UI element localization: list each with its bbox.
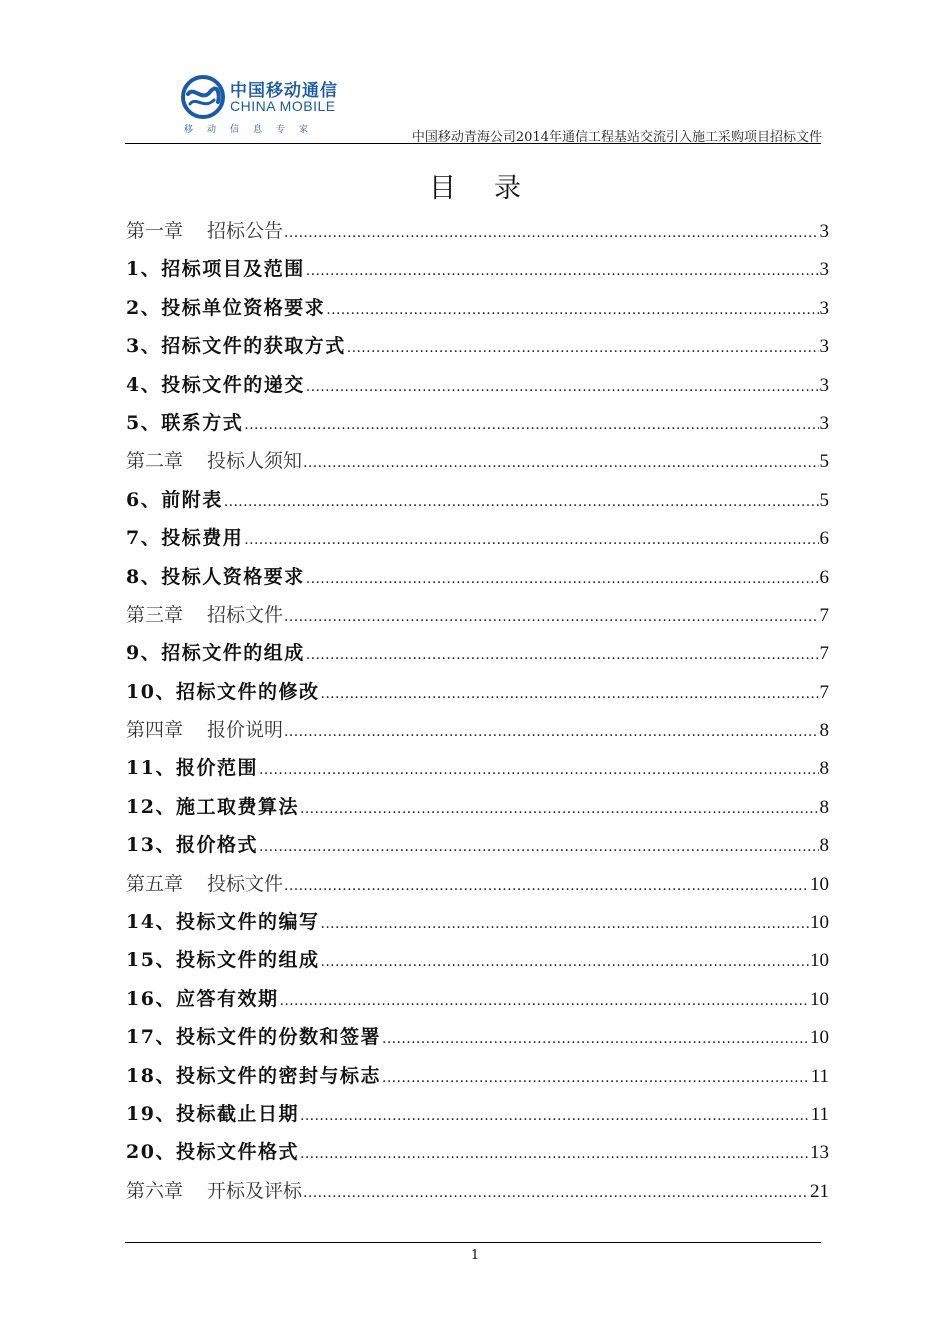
toc-entry-label [126, 1018, 381, 1056]
logo-name-cn: 中国移动通信 [230, 81, 338, 101]
toc-entry-number: 第五章 [126, 872, 184, 895]
toc-entry-page: 10 [810, 912, 829, 934]
toc-section-entry[interactable] [126, 1057, 829, 1095]
toc-entry-label [126, 404, 243, 442]
toc-entry-number: 12、 [126, 795, 176, 818]
toc-dot-leader [259, 751, 819, 789]
toc-entry-title: 投标单位资格要求 [161, 296, 326, 319]
toc-entry-number: 第六章 [126, 1179, 184, 1202]
toc-section-entry[interactable] [126, 1018, 829, 1056]
toc-entry-label [126, 327, 346, 365]
header-divider [125, 143, 821, 144]
toc-entry-label [126, 903, 319, 941]
toc-entry-title: 报价范围 [175, 757, 258, 780]
toc-entry-number: 15、 [126, 949, 176, 972]
toc-entry-title: 投标截止日期 [175, 1102, 299, 1125]
toc-dot-leader [284, 214, 818, 252]
toc-entry-page: 6 [819, 566, 829, 588]
toc-section-entry[interactable] [126, 366, 829, 404]
toc-dot-leader [306, 636, 819, 674]
logo-name-en: CHINA MOBILE [230, 98, 336, 114]
toc-entry-page: 7 [819, 681, 829, 703]
toc-section-entry[interactable] [126, 634, 829, 672]
toc-dot-leader [300, 1135, 809, 1173]
toc-entry-label [126, 941, 319, 979]
toc-entry-page: 8 [819, 796, 829, 818]
toc-chapter-entry[interactable] [126, 1172, 829, 1210]
toc-entry-page: 7 [819, 643, 829, 665]
toc-dot-leader [284, 867, 809, 905]
toc-dot-leader [306, 560, 819, 598]
toc-entry-title: 招标文件的修改 [175, 680, 320, 703]
toc-entry-title: 招标项目及范围 [161, 258, 305, 281]
toc-entry-label [126, 749, 258, 787]
toc-chapter-entry[interactable] [126, 442, 829, 480]
toc-entry-title: 前附表 [161, 488, 223, 511]
toc-entry-label [126, 519, 243, 557]
toc-entry-page: 11 [810, 1103, 829, 1125]
toc-entry-page: 8 [819, 720, 829, 742]
toc-entry-label [126, 826, 258, 864]
page-number: 1 [470, 1248, 480, 1263]
toc-entry-label [126, 673, 319, 711]
toc-entry-label [126, 212, 283, 250]
toc-dot-leader [382, 1020, 809, 1058]
toc-entry-page: 10 [810, 1027, 829, 1049]
toc-entry-label [126, 1095, 299, 1133]
toc-section-entry[interactable] [126, 289, 829, 327]
toc-dot-leader [284, 598, 818, 636]
toc-section-entry[interactable] [126, 404, 829, 442]
toc-entry-title: 招标文件的组成 [161, 642, 305, 665]
toc-entry-page: 21 [810, 1180, 829, 1202]
toc-section-entry[interactable] [126, 673, 829, 711]
toc-dot-leader [244, 521, 818, 559]
toc-entry-title: 投标文件的份数和签署 [175, 1026, 381, 1049]
toc-chapter-entry[interactable] [126, 596, 829, 634]
toc-entry-title: 投标费用 [161, 527, 244, 550]
toc-dot-leader [303, 1174, 809, 1212]
toc-entry-page: 7 [819, 604, 829, 626]
toc-entry-number: 4、 [126, 373, 162, 396]
toc-entry-page: 5 [819, 489, 829, 511]
toc-entry-label [126, 1172, 302, 1210]
toc-dot-leader [224, 483, 819, 521]
toc-entry-page: 11 [810, 1065, 829, 1087]
toc-entry-page: 3 [819, 259, 829, 281]
toc-entry-title: 报价说明 [207, 719, 284, 742]
logo-slogan: 移动信息专家 [184, 125, 323, 135]
toc-entry-title: 联系方式 [161, 411, 244, 434]
toc-entry-title: 招标公告 [207, 220, 284, 242]
toc-entry-number: 16、 [126, 987, 176, 1010]
toc-entry-number: 7、 [126, 527, 162, 550]
toc-entry-page: 5 [819, 451, 829, 473]
toc-title: 目录 [429, 173, 559, 204]
toc-entry-title: 投标人资格要求 [161, 565, 305, 588]
toc-entry-title: 投标人须知 [207, 450, 303, 473]
toc-entry-title: 投标文件格式 [175, 1141, 299, 1164]
toc-entry-label [126, 788, 299, 826]
toc-entry-page: 8 [819, 835, 829, 857]
toc-section-entry[interactable] [126, 980, 829, 1018]
toc-entry-title: 应答有效期 [175, 987, 279, 1010]
toc-section-entry[interactable] [126, 519, 829, 557]
toc-entry-number: 8、 [126, 565, 162, 588]
toc-dot-leader [326, 291, 818, 329]
toc-entry-page: 8 [819, 758, 829, 780]
toc-entry-number: 1、 [126, 258, 162, 281]
toc-entry-label [126, 366, 305, 404]
toc-entry-page: 13 [810, 1142, 829, 1164]
toc-dot-leader [244, 406, 818, 444]
toc-entry-title: 招标文件的获取方式 [161, 335, 346, 358]
toc-entry-number: 3、 [126, 335, 162, 358]
toc-dot-leader [279, 982, 809, 1020]
toc-entry-number: 2、 [126, 296, 162, 319]
toc-entry-number: 第三章 [126, 603, 184, 626]
toc-section-entry[interactable] [126, 558, 829, 596]
toc-entry-label [126, 558, 305, 596]
toc-section-entry[interactable] [126, 1133, 829, 1171]
toc-entry-number: 第一章 [126, 220, 184, 242]
toc-dot-leader [382, 1059, 810, 1097]
toc-dot-leader [320, 675, 818, 713]
toc-dot-leader [347, 329, 819, 367]
toc-entry-page: 10 [810, 873, 829, 895]
header-document-title: 中国移动青海公司2014年通信工程基站交流引入施工采购项目招标文件 [411, 130, 822, 145]
toc-entry-page: 3 [819, 336, 829, 358]
toc-section-entry[interactable] [126, 1095, 829, 1133]
toc-entry-number: 14、 [126, 911, 176, 934]
toc-section-entry[interactable] [126, 903, 829, 941]
toc-entry-page: 3 [819, 297, 829, 319]
china-mobile-emblem-icon [180, 74, 226, 120]
toc-entry-number: 13、 [126, 834, 176, 857]
table-of-contents [126, 212, 829, 1210]
toc-entry-label [126, 865, 283, 903]
toc-entry-page: 6 [819, 528, 829, 550]
toc-entry-label [126, 289, 325, 327]
toc-entry-page: 10 [810, 950, 829, 972]
toc-section-entry[interactable] [126, 327, 829, 365]
toc-entry-title: 投标文件的密封与标志 [175, 1064, 381, 1087]
toc-entry-label [126, 596, 283, 634]
toc-entry-page: 3 [819, 412, 829, 434]
toc-entry-title: 投标文件的组成 [175, 949, 320, 972]
toc-dot-leader [284, 713, 818, 751]
toc-dot-leader [320, 905, 809, 943]
toc-entry-title: 投标文件的编写 [175, 911, 320, 934]
toc-entry-label [126, 442, 302, 480]
toc-section-entry[interactable] [126, 749, 829, 787]
toc-entry-number: 20、 [126, 1141, 176, 1164]
footer-divider [125, 1242, 821, 1243]
toc-entry-title: 报价格式 [175, 834, 258, 857]
toc-entry-page: 10 [810, 988, 829, 1010]
toc-entry-number: 5、 [126, 411, 162, 434]
toc-entry-page: 3 [819, 221, 829, 242]
toc-section-entry[interactable] [126, 941, 829, 979]
toc-entry-label [126, 481, 223, 519]
toc-entry-number: 第二章 [126, 450, 184, 473]
toc-section-entry[interactable] [126, 788, 829, 826]
toc-entry-page: 3 [819, 374, 829, 396]
toc-entry-title: 投标文件 [207, 872, 284, 895]
toc-dot-leader [306, 368, 819, 406]
toc-entry-label [126, 1057, 381, 1095]
toc-entry-number: 9、 [126, 642, 162, 665]
toc-entry-title: 投标文件的递交 [161, 373, 305, 396]
toc-entry-title: 施工取费算法 [175, 795, 299, 818]
toc-entry-number: 19、 [126, 1102, 176, 1125]
toc-dot-leader [306, 252, 819, 290]
toc-section-entry[interactable] [126, 826, 829, 864]
toc-dot-leader [300, 790, 819, 828]
toc-entry-label [126, 711, 283, 749]
toc-dot-leader [300, 1097, 810, 1135]
toc-chapter-entry[interactable] [126, 865, 829, 903]
toc-entry-title: 开标及评标 [207, 1179, 303, 1202]
toc-entry-label [126, 1133, 299, 1171]
toc-entry-number: 17、 [126, 1026, 176, 1049]
toc-dot-leader [259, 828, 819, 866]
toc-section-entry[interactable] [126, 250, 829, 288]
toc-section-entry[interactable] [126, 481, 829, 519]
toc-dot-leader [303, 444, 818, 482]
toc-entry-number: 11、 [126, 757, 176, 780]
toc-entry-number: 第四章 [126, 719, 184, 742]
toc-chapter-entry[interactable] [126, 711, 829, 749]
toc-chapter-entry[interactable] [126, 212, 829, 250]
toc-entry-label [126, 250, 305, 288]
toc-entry-number: 18、 [126, 1064, 176, 1087]
toc-dot-leader [320, 943, 809, 981]
china-mobile-logo [180, 74, 350, 136]
toc-entry-number: 10、 [126, 680, 176, 703]
toc-entry-title: 招标文件 [207, 603, 284, 626]
toc-entry-label [126, 634, 305, 672]
toc-entry-number: 6、 [126, 488, 162, 511]
toc-entry-label [126, 980, 278, 1018]
